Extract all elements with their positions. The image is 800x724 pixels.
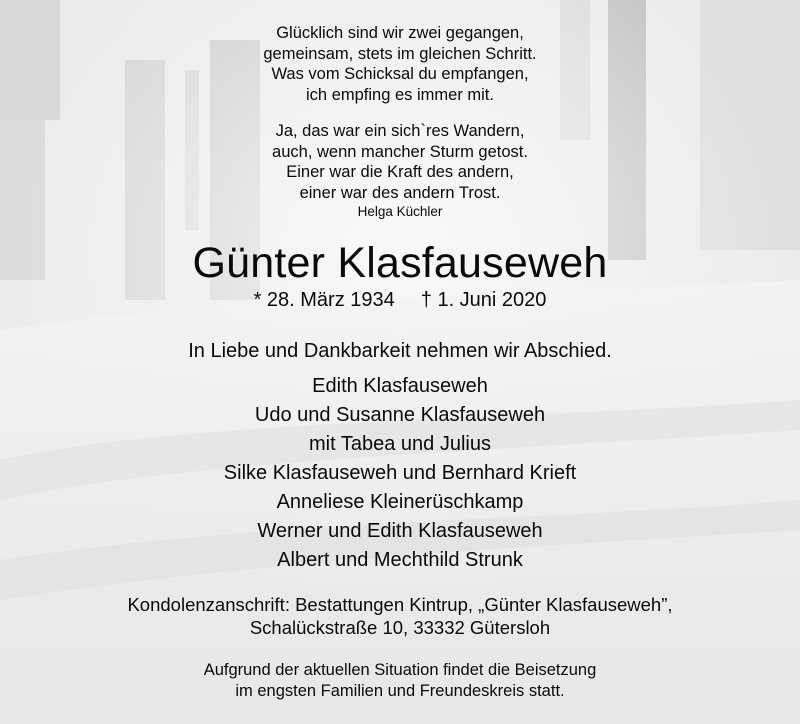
poem-author: Helga Küchler xyxy=(357,204,443,219)
poem-line: Ja, das war ein sich`res Wandern, xyxy=(275,122,525,140)
condolence-line: Schalückstraße 10, 33332 Gütersloh xyxy=(249,617,551,638)
mourner-name: Udo und Susanne Klasfauseweh xyxy=(254,404,546,426)
poem-stanza-1 xyxy=(0,23,800,105)
mourner-name: Anneliese Kleinerüschkamp xyxy=(276,491,524,513)
note-line: im engsten Familien und Freundeskreis statt. xyxy=(235,681,565,700)
note-line: Aufgrund der aktuellen Situation findet die Beisetzung xyxy=(203,661,597,679)
mourner-name: Silke Klasfauseweh und Bernhard Krieft xyxy=(223,462,577,484)
birth-date: * 28. März 1934 xyxy=(253,289,395,311)
poem-stanza-2 xyxy=(0,121,800,221)
mourner-name: Albert und Mechthild Strunk xyxy=(277,549,523,571)
burial-note xyxy=(0,660,800,701)
mourner-name: mit Tabea und Julius xyxy=(309,433,491,455)
poem-line: gemeinsam, stets im gleichen Schritt. xyxy=(263,44,537,63)
mourner-name: Edith Klasfauseweh xyxy=(312,375,488,397)
death-date: † 1. Juni 2020 xyxy=(420,289,547,311)
mourner-name: Werner und Edith Klasfauseweh xyxy=(257,520,543,542)
condolence-line: Kondolenzanschrift: Bestattungen Kintrup, „Günter Klasfauseweh”, xyxy=(127,594,673,615)
mourners-list xyxy=(0,372,800,575)
poem-line: einer war des andern Trost. xyxy=(299,183,501,202)
poem-line: Glücklich sind wir zwei gegangen, xyxy=(276,24,524,42)
poem-line: Einer war die Kraft des andern, xyxy=(286,163,514,181)
poem-line: auch, wenn mancher Sturm getost. xyxy=(272,142,528,161)
farewell-line: In Liebe und Dankbarkeit nehmen wir Abschied. xyxy=(188,340,612,362)
life-dates xyxy=(0,287,800,313)
poem-line: ich empfing es immer mit. xyxy=(306,85,494,104)
condolence-address xyxy=(0,593,800,639)
poem-line: Was vom Schicksal du empfangen, xyxy=(271,65,529,83)
deceased-name: Günter Klasfauseweh xyxy=(192,239,608,287)
